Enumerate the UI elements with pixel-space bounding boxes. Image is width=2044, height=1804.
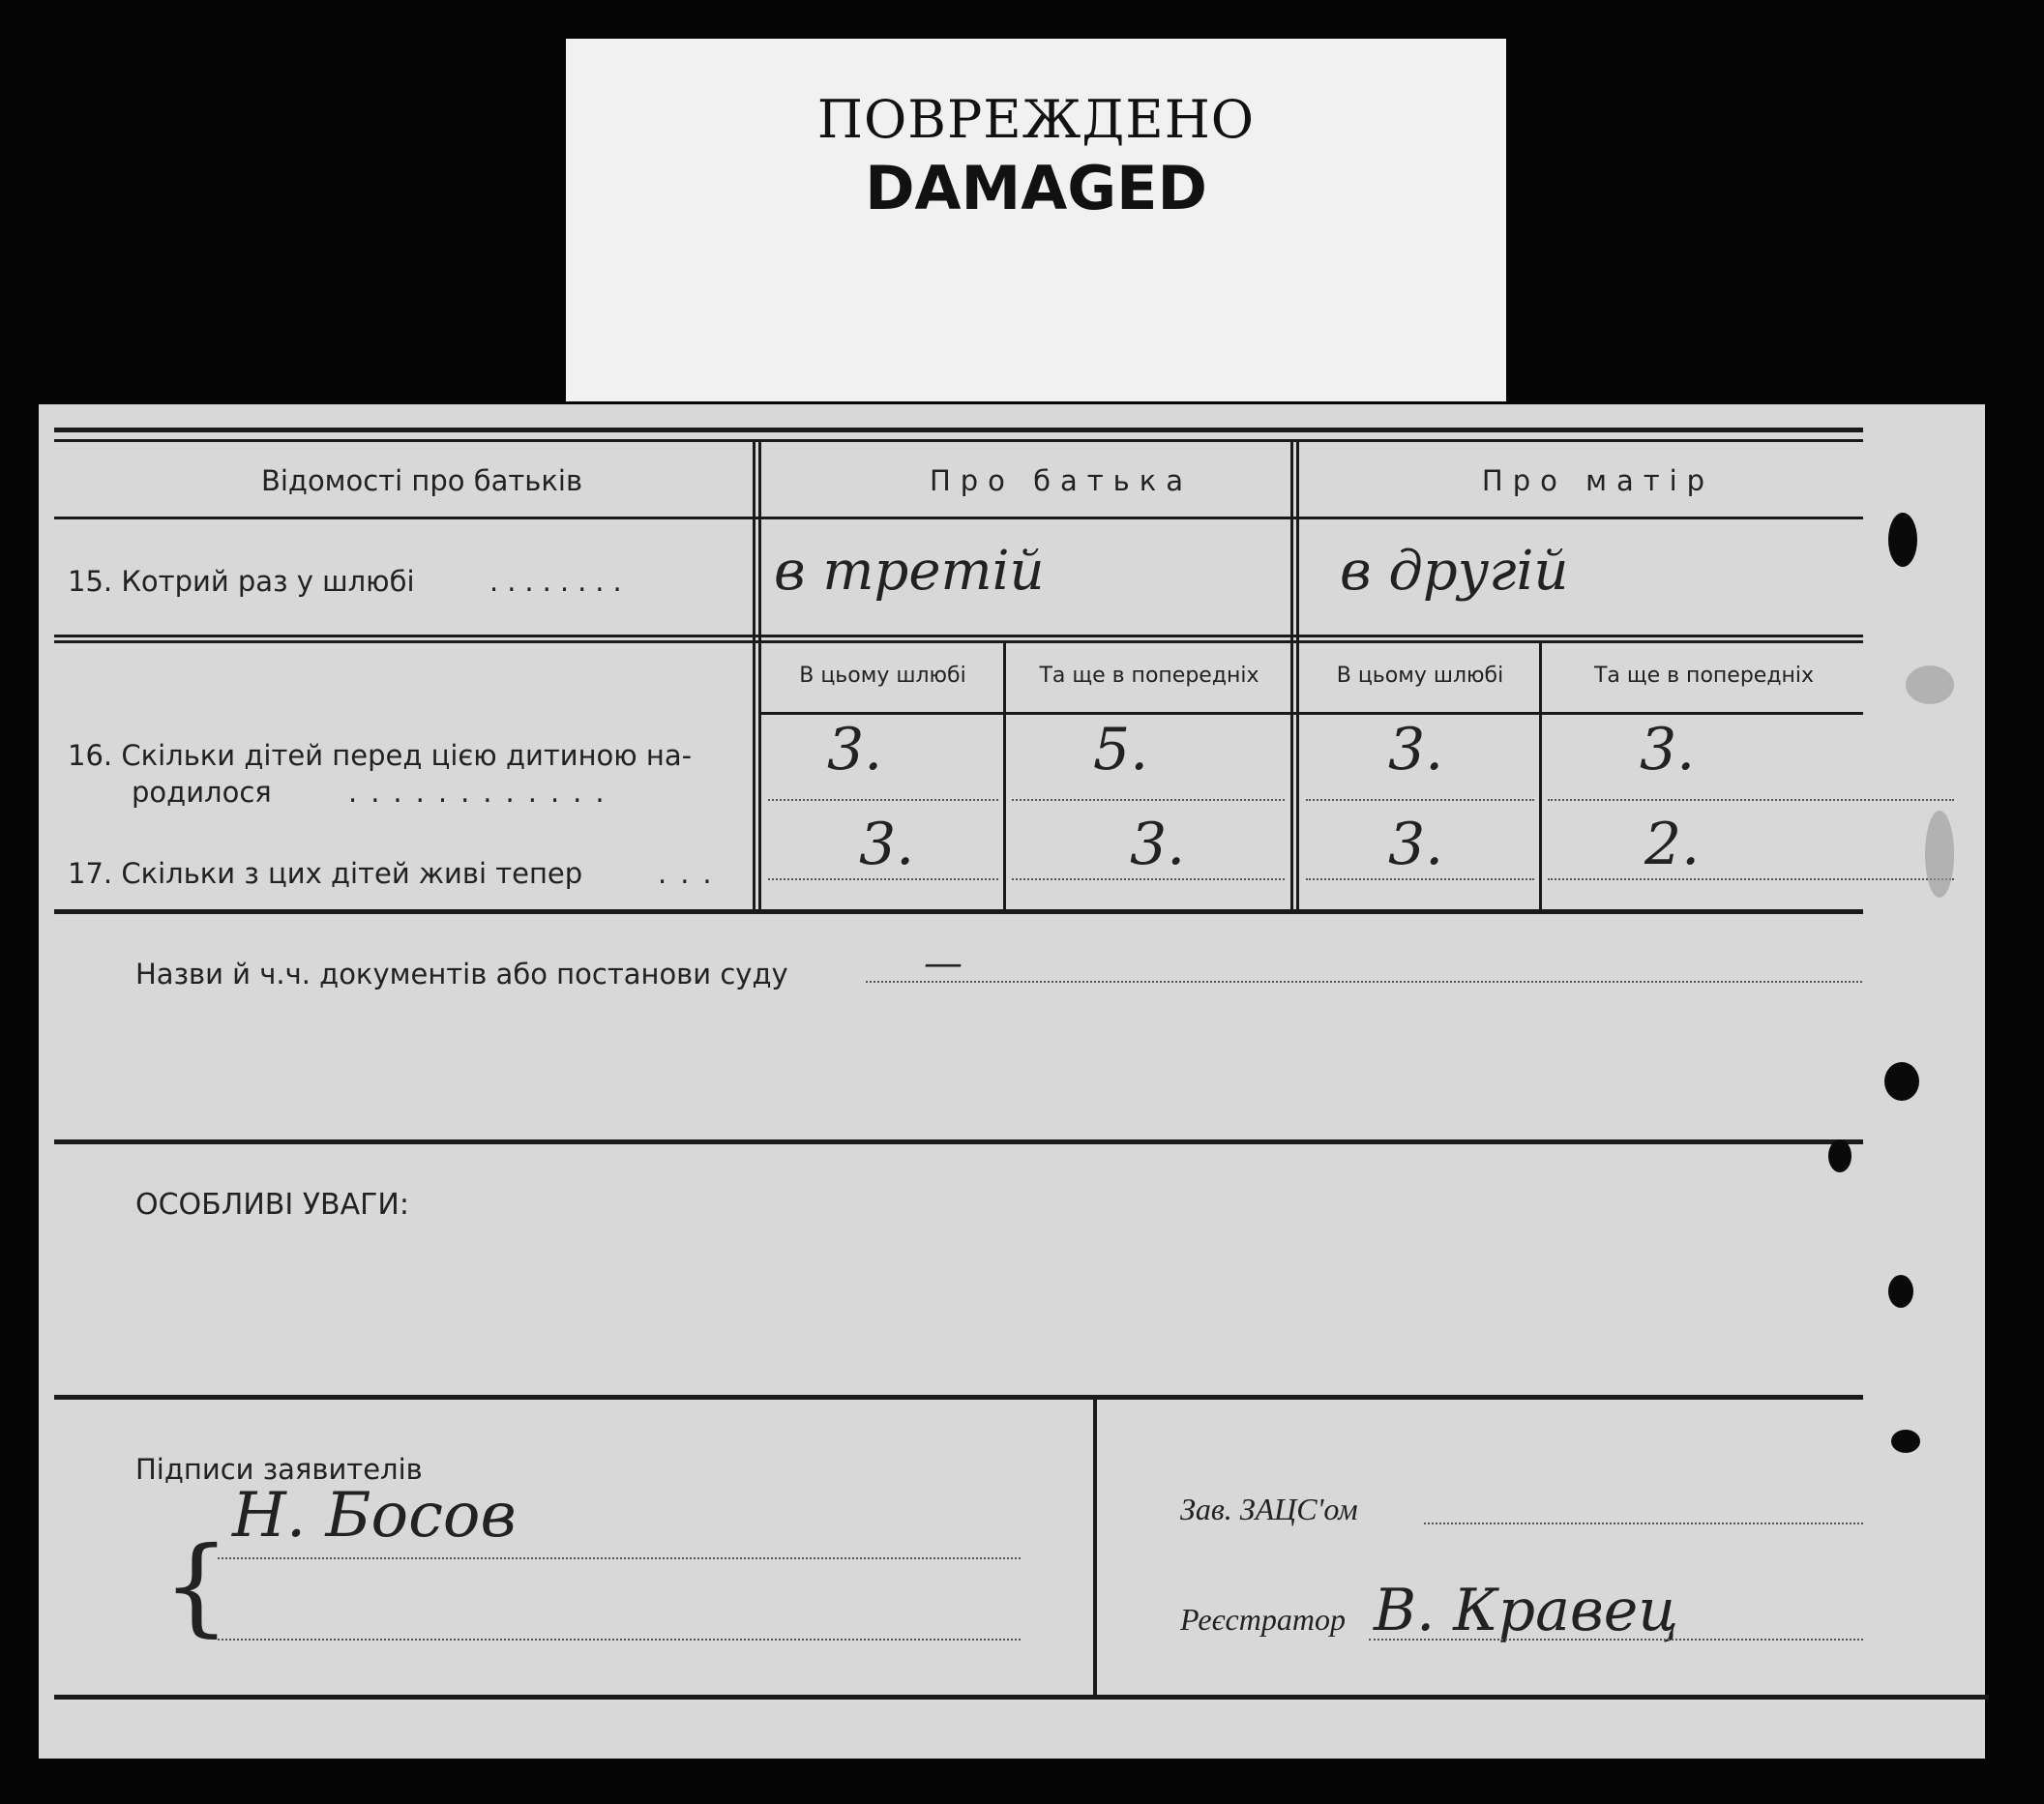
registrar-signature-line (1369, 1639, 1863, 1641)
row16-label-line1: 16. Скільки дітей перед цією дитиною на- (68, 739, 693, 772)
row16-label-line2: родилося (132, 776, 272, 809)
form-bottom-line (54, 1695, 1989, 1700)
documents-dotline (866, 981, 1862, 983)
stain (1906, 665, 1954, 704)
header-father: Про батька (929, 464, 1194, 497)
col-divider-2a (1290, 439, 1293, 911)
col-divider-1a (753, 439, 755, 911)
row16-dots: ............ (348, 776, 618, 809)
notes-label: ОСОБЛИВІ УВАГИ: (135, 1188, 409, 1222)
sub-header-bottom-line (758, 712, 1863, 715)
sub-mother-previous: Та ще в попередніх (1593, 664, 1815, 688)
registrar-signature: В. Кравец (1374, 1577, 1679, 1644)
row17-mother-this-value: 3. (1388, 811, 1444, 878)
row15-mother-value: в другій (1340, 540, 1569, 603)
row16-dotline-2 (1012, 799, 1285, 801)
row17-dotline-4 (1548, 878, 1954, 880)
row15-dots: ........ (489, 565, 631, 598)
row16-father-prev-value: 5. (1093, 716, 1149, 784)
row17-father-prev-value: 3. (1130, 811, 1186, 878)
col-divider-sub-father (1003, 640, 1006, 911)
applicants-brace-icon: { (163, 1523, 230, 1647)
signatures-top-line (54, 1395, 1863, 1400)
row15-bottom-line (54, 635, 1863, 637)
punch-hole (1884, 1062, 1919, 1101)
sub-father-this-marriage: В цьому шлюбі (799, 664, 966, 688)
applicant-line-1 (218, 1557, 1021, 1559)
row15-bottom-line-2 (54, 640, 1863, 643)
damaged-label-en: DAMAGED (865, 153, 1207, 223)
applicants-label: Підписи заявителів (135, 1453, 423, 1486)
row17-dotline-1 (768, 878, 998, 880)
row16-father-this-value: 3. (827, 716, 883, 784)
table-bottom-line (54, 909, 1863, 914)
head-signature-line (1424, 1523, 1863, 1524)
sub-father-previous: Та ще в попередніх (1039, 664, 1259, 688)
documents-value: — (924, 941, 963, 986)
header-parents-info: Відомості про батьків (260, 464, 583, 497)
punch-hole (1828, 1139, 1851, 1172)
documents-label: Назви й ч.ч. документів або постанови суду (135, 958, 788, 991)
row16-dotline-1 (768, 799, 998, 801)
punch-hole (1888, 513, 1917, 567)
row15-father-value: в третій (774, 540, 1045, 603)
col-divider-2b (1296, 439, 1299, 911)
row15-label: 15. Котрий раз у шлюбі (68, 565, 415, 598)
header-mother: Про матір (1481, 464, 1715, 497)
applicant-line-2 (218, 1639, 1021, 1641)
punch-hole (1891, 1430, 1920, 1453)
col-divider-1b (758, 439, 761, 911)
row16-dotline-3 (1306, 799, 1534, 801)
registration-form-sheet (39, 404, 1985, 1759)
row17-mother-prev-value: 2. (1644, 811, 1701, 878)
row17-father-this-value: 3. (859, 811, 915, 878)
row16-dotline-4 (1548, 799, 1954, 801)
row16-mother-this-value: 3. (1388, 716, 1444, 784)
punch-hole (1888, 1275, 1913, 1308)
damaged-label-card (566, 39, 1506, 401)
applicant-signature: Н. Босов (232, 1480, 517, 1552)
row17-dots: ... (658, 857, 726, 890)
head-label: Зав. ЗАЦС'ом (1180, 1492, 1358, 1526)
sub-mother-this-marriage: В цьому шлюбі (1336, 664, 1504, 688)
registrar-label: Реєстратор (1180, 1602, 1346, 1637)
row16-mother-prev-value: 3. (1640, 716, 1696, 784)
col-divider-sub-mother (1539, 640, 1542, 911)
stain (1925, 811, 1954, 898)
row17-dotline-2 (1012, 878, 1285, 880)
row17-dotline-3 (1306, 878, 1534, 880)
top-border-line-2 (54, 439, 1863, 442)
notes-top-line (54, 1139, 1863, 1144)
top-border-line (54, 428, 1863, 432)
row17-label: 17. Скільки з цих дітей живі тепер (68, 857, 583, 890)
damaged-label-ru: ПОВРЕЖДЕНО (816, 89, 1256, 150)
header-bottom-line (54, 517, 1863, 519)
signatures-divider (1093, 1399, 1097, 1695)
